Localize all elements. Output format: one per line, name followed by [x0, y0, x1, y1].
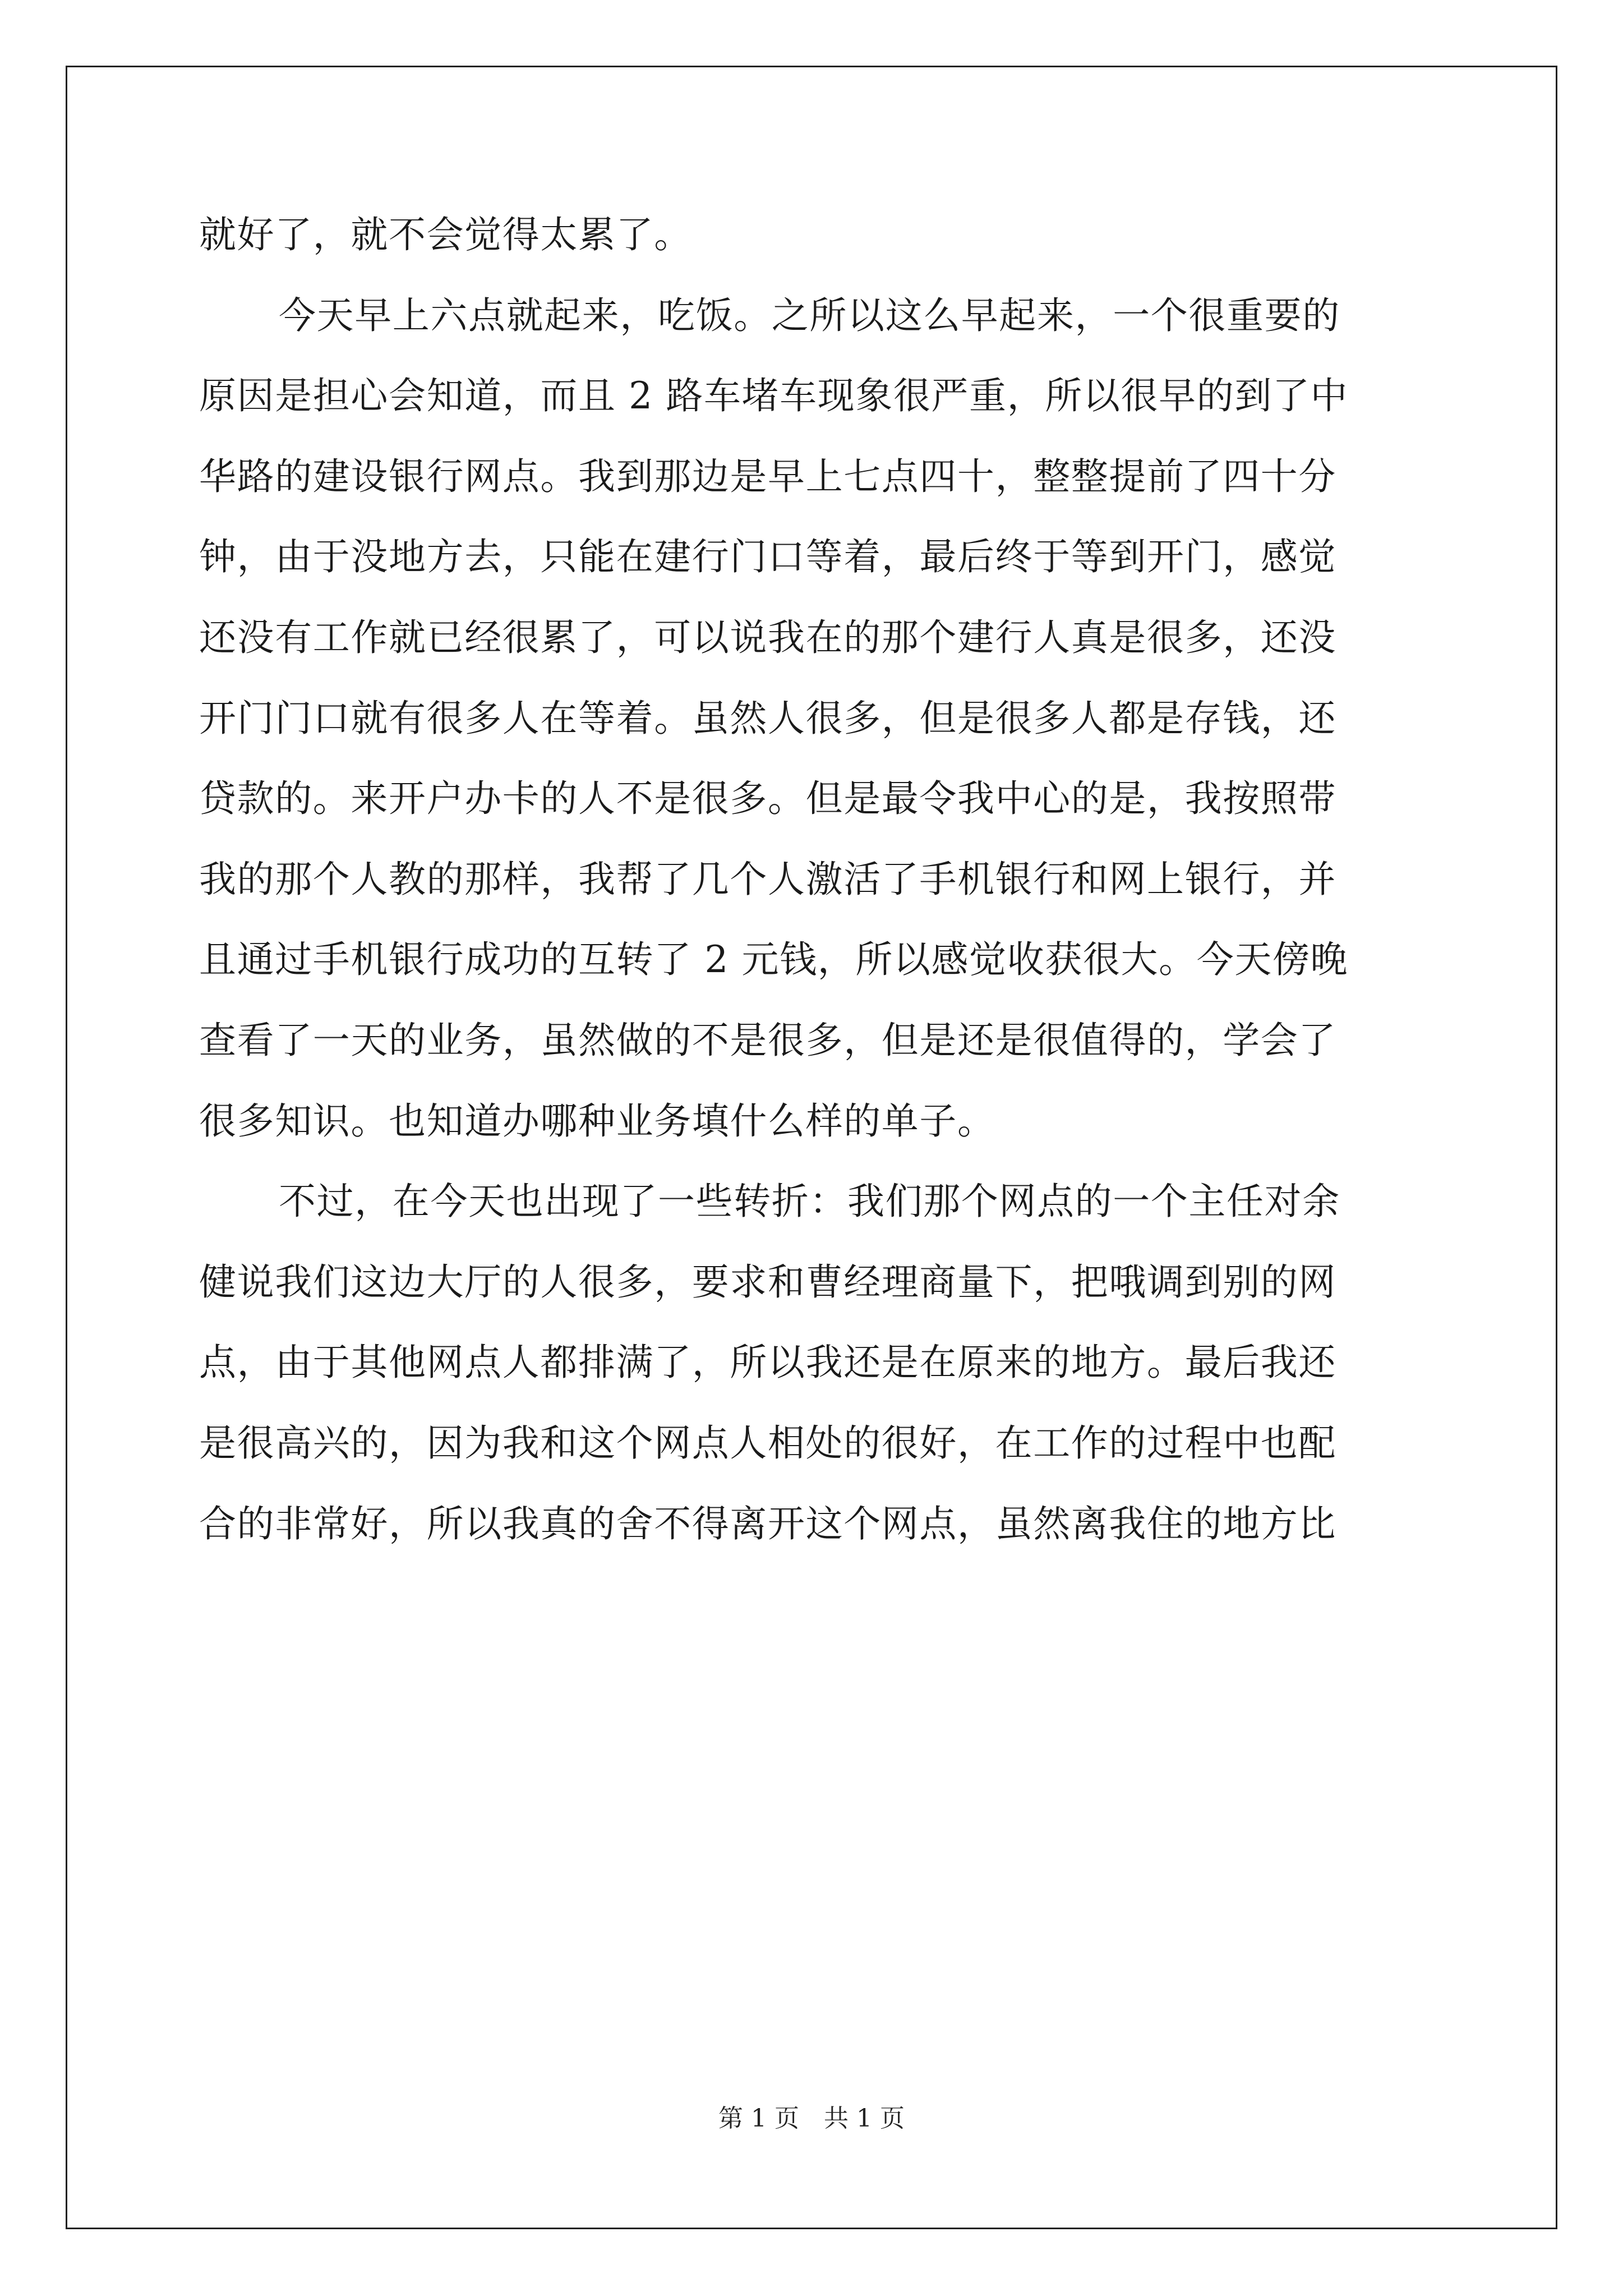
text-line: 我的那个人教的那样，我帮了几个人激活了手机银行和网上银行，并: [199, 857, 1336, 901]
text-line: 开门门口就有很多人在等着。虽然人很多，但是很多人都是存钱，还: [199, 696, 1336, 740]
text-line: 还没有工作就已经很累了，可以说我在的那个建行人真是很多，还没: [199, 615, 1336, 659]
text-line: 健说我们这边大厅的人很多，要求和曹经理商量下，把哦调到别的网: [199, 1260, 1336, 1304]
text-line: 贷款的。来开户办卡的人不是很多。但是最令我中心的是，我按照带: [199, 777, 1336, 821]
text-line: 钟，由于没地方去，只能在建行门口等着，最后终于等到开门，感觉: [199, 535, 1336, 579]
text-line: 很多知识。也知道办哪种业务填什么样的单子。: [199, 1099, 995, 1143]
page-number-footer: 第 1 页 共 1 页: [718, 2104, 905, 2133]
text-line: 查看了一天的业务，虽然做的不是很多，但是还是很值得的，学会了: [199, 1018, 1336, 1062]
text-line: 合的非常好，所以我真的舍不得离开这个网点，虽然离我住的地方比: [199, 1502, 1336, 1545]
text-line: 不过，在今天也出现了一些转折：我们那个网点的一个主任对余: [279, 1180, 1340, 1223]
text-line: 今天早上六点就起来，吃饭。之所以这么早起来，一个很重要的: [279, 293, 1340, 337]
text-line: 是很高兴的，因为我和这个网点人相处的很好，在工作的过程中也配: [199, 1421, 1336, 1465]
text-line: 且通过手机银行成功的互转了 2 元钱，所以感觉收获很大。今天傍晚: [199, 938, 1349, 982]
text-line: 原因是担心会知道，而且 2 路车堵车现象很严重，所以很早的到了中: [199, 374, 1349, 418]
text-line: 华路的建设银行网点。我到那边是早上七点四十，整整提前了四十分: [199, 454, 1336, 498]
text-line: 点，由于其他网点人都排满了，所以我还是在原来的地方。最后我还: [199, 1341, 1336, 1384]
text-line: 就好了，就不会觉得太累了。: [199, 213, 692, 256]
document-body: [199, 195, 1427, 1564]
